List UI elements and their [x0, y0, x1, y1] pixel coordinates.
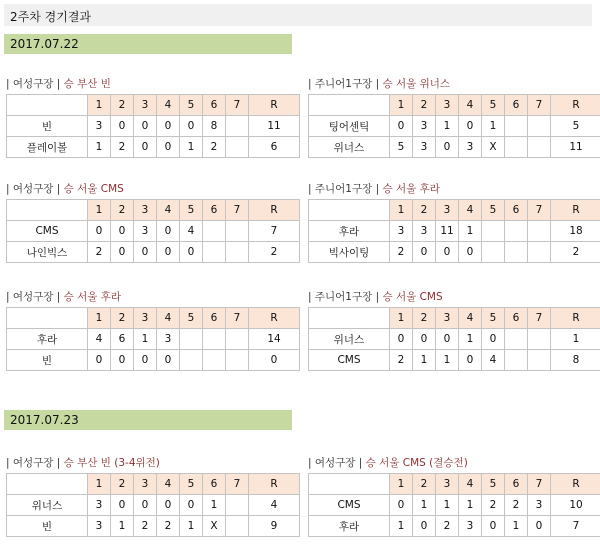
team-name: 나인빅스 — [7, 242, 88, 263]
header-inning-cell: 6 — [505, 200, 528, 221]
header-inning-cell: 4 — [459, 474, 482, 495]
scoreboard-table — [308, 473, 600, 537]
header-inning-cell: R — [249, 200, 300, 221]
scoreboard-header-row — [309, 474, 600, 495]
inning-score-cell: 1 — [505, 516, 528, 537]
inning-score-cell: 0 — [413, 516, 436, 537]
total-runs-cell: 14 — [249, 329, 300, 350]
header-inning-cell: 6 — [203, 308, 226, 329]
total-runs-cell: 4 — [249, 495, 300, 516]
result-label: 승 부산 빈 (3-4위전) — [63, 457, 160, 469]
total-runs-cell: 5 — [551, 116, 600, 137]
header-inning-cell: 7 — [226, 474, 249, 495]
team-score-row — [309, 329, 600, 350]
team-score-row — [309, 495, 600, 516]
total-runs-cell: 10 — [551, 495, 600, 516]
inning-score-cell — [226, 242, 249, 263]
inning-score-cell: X — [203, 516, 226, 537]
header-team-cell — [309, 474, 390, 495]
inning-score-cell: 1 — [436, 116, 459, 137]
inning-score-cell: 0 — [157, 221, 180, 242]
header-inning-cell: 7 — [528, 474, 551, 495]
inning-score-cell — [505, 329, 528, 350]
inning-score-cell: 4 — [180, 221, 203, 242]
inning-score-cell: 1 — [459, 329, 482, 350]
header-inning-cell: 3 — [436, 95, 459, 116]
inning-score-cell — [505, 137, 528, 158]
inning-score-cell: 3 — [157, 329, 180, 350]
header-inning-cell: R — [551, 95, 600, 116]
header-inning-cell: 2 — [111, 474, 134, 495]
team-name: 위너스 — [309, 329, 390, 350]
inning-score-cell — [226, 495, 249, 516]
inning-score-cell — [180, 329, 203, 350]
header-inning-cell: 1 — [88, 95, 111, 116]
inning-score-cell: 1 — [436, 350, 459, 371]
header-team-cell — [309, 95, 390, 116]
header-inning-cell: 2 — [111, 308, 134, 329]
inning-score-cell — [482, 242, 505, 263]
inning-score-cell: 0 — [111, 350, 134, 371]
scoreboard-header-row — [7, 474, 300, 495]
header-inning-cell: 1 — [88, 308, 111, 329]
header-inning-cell: 3 — [436, 474, 459, 495]
inning-score-cell: 6 — [111, 329, 134, 350]
header-inning-cell: 6 — [203, 474, 226, 495]
inning-score-cell: 1 — [111, 516, 134, 537]
inning-score-cell — [226, 221, 249, 242]
inning-score-cell: 0 — [390, 116, 413, 137]
inning-score-cell: 2 — [390, 242, 413, 263]
inning-score-cell: X — [482, 137, 505, 158]
inning-score-cell — [226, 137, 249, 158]
page-header — [4, 4, 592, 26]
inning-score-cell: 0 — [390, 329, 413, 350]
header-inning-cell: 7 — [226, 200, 249, 221]
inning-score-cell: 0 — [157, 116, 180, 137]
scoreboard-table — [308, 199, 600, 263]
team-name: 위너스 — [7, 495, 88, 516]
venue-label: | 여성구장 | — [6, 291, 61, 303]
total-runs-cell: 7 — [249, 221, 300, 242]
header-inning-cell: 2 — [111, 95, 134, 116]
inning-score-cell: 3 — [413, 221, 436, 242]
venue-label: | 여성구장 | — [6, 457, 61, 469]
scoreboard-table — [6, 199, 300, 263]
scoreboard-table — [308, 307, 600, 371]
venue-label: | 주니어1구장 | — [308, 183, 380, 195]
inning-score-cell: 3 — [88, 495, 111, 516]
header-inning-cell: R — [249, 474, 300, 495]
total-runs-cell: 2 — [551, 242, 600, 263]
inning-score-cell: 4 — [88, 329, 111, 350]
team-name: CMS — [309, 495, 390, 516]
result-label: 승 서울 CMS — [63, 183, 124, 195]
inning-score-cell — [528, 137, 551, 158]
game-title — [6, 289, 121, 304]
inning-score-cell: 0 — [413, 242, 436, 263]
team-score-row — [7, 137, 300, 158]
header-team-cell — [7, 474, 88, 495]
inning-score-cell: 0 — [157, 242, 180, 263]
team-score-row — [7, 116, 300, 137]
inning-score-cell: 3 — [88, 116, 111, 137]
result-label: 승 서울 위너스 — [382, 78, 451, 90]
inning-score-cell: 2 — [111, 137, 134, 158]
inning-score-cell: 2 — [505, 495, 528, 516]
header-inning-cell: 5 — [482, 474, 505, 495]
inning-score-cell — [505, 242, 528, 263]
team-name: CMS — [7, 221, 88, 242]
game-title — [6, 76, 111, 91]
header-inning-cell: 3 — [134, 200, 157, 221]
team-name: 빈 — [7, 350, 88, 371]
total-runs-cell: 2 — [249, 242, 300, 263]
result-label: 승 서울 후라 — [63, 291, 122, 303]
inning-score-cell — [528, 116, 551, 137]
team-score-row — [309, 221, 600, 242]
inning-score-cell: 0 — [436, 137, 459, 158]
team-name: 위너스 — [309, 137, 390, 158]
inning-score-cell: 1 — [134, 329, 157, 350]
inning-score-cell: 0 — [88, 350, 111, 371]
inning-score-cell — [505, 116, 528, 137]
header-inning-cell: R — [551, 308, 600, 329]
inning-score-cell: 0 — [180, 242, 203, 263]
inning-score-cell: 0 — [111, 116, 134, 137]
header-inning-cell: 5 — [180, 308, 203, 329]
total-runs-cell: 1 — [551, 329, 600, 350]
inning-score-cell: 2 — [390, 350, 413, 371]
header-inning-cell: 2 — [413, 308, 436, 329]
inning-score-cell: 0 — [436, 242, 459, 263]
header-inning-cell: 1 — [390, 308, 413, 329]
total-runs-cell: 11 — [551, 137, 600, 158]
header-inning-cell: 6 — [505, 95, 528, 116]
team-score-row — [309, 242, 600, 263]
inning-score-cell: 3 — [528, 495, 551, 516]
header-inning-cell: 3 — [134, 308, 157, 329]
inning-score-cell: 3 — [459, 516, 482, 537]
inning-score-cell: 2 — [134, 516, 157, 537]
venue-label: | 주니어1구장 | — [308, 78, 380, 90]
total-runs-cell: 8 — [551, 350, 600, 371]
inning-score-cell — [528, 329, 551, 350]
result-label: 승 서울 CMS — [382, 291, 443, 303]
inning-score-cell: 3 — [413, 116, 436, 137]
scoreboard-table — [6, 473, 300, 537]
header-inning-cell: 6 — [505, 308, 528, 329]
total-runs-cell: 18 — [551, 221, 600, 242]
inning-score-cell: 0 — [459, 242, 482, 263]
inning-score-cell: 1 — [390, 516, 413, 537]
team-name: 빅사이팅 — [309, 242, 390, 263]
header-team-cell — [7, 95, 88, 116]
date-bar — [4, 410, 292, 430]
game-title — [308, 455, 468, 470]
inning-score-cell — [226, 329, 249, 350]
header-inning-cell: 6 — [203, 200, 226, 221]
inning-score-cell: 3 — [459, 137, 482, 158]
team-score-row — [309, 350, 600, 371]
header-inning-cell: 6 — [203, 95, 226, 116]
team-name: 후라 — [7, 329, 88, 350]
inning-score-cell — [203, 242, 226, 263]
inning-score-cell: 0 — [134, 116, 157, 137]
inning-score-cell — [203, 350, 226, 371]
inning-score-cell: 2 — [203, 137, 226, 158]
header-team-cell — [309, 308, 390, 329]
team-score-row — [309, 116, 600, 137]
total-runs-cell: 6 — [249, 137, 300, 158]
inning-score-cell: 2 — [88, 242, 111, 263]
header-inning-cell: 4 — [157, 474, 180, 495]
inning-score-cell: 1 — [413, 350, 436, 371]
team-score-row — [7, 516, 300, 537]
inning-score-cell: 0 — [134, 137, 157, 158]
inning-score-cell — [226, 116, 249, 137]
header-inning-cell: 4 — [157, 95, 180, 116]
header-team-cell — [7, 308, 88, 329]
inning-score-cell: 4 — [482, 350, 505, 371]
inning-score-cell: 0 — [111, 495, 134, 516]
header-inning-cell: R — [249, 95, 300, 116]
inning-score-cell: 0 — [436, 329, 459, 350]
header-inning-cell: 4 — [157, 308, 180, 329]
scoreboard-header-row — [7, 200, 300, 221]
inning-score-cell: 0 — [482, 516, 505, 537]
inning-score-cell — [203, 329, 226, 350]
header-inning-cell: 7 — [528, 200, 551, 221]
inning-score-cell: 1 — [436, 495, 459, 516]
header-inning-cell: 5 — [482, 95, 505, 116]
header-inning-cell: 7 — [226, 308, 249, 329]
header-inning-cell: 4 — [459, 200, 482, 221]
inning-score-cell: 0 — [459, 350, 482, 371]
inning-score-cell — [180, 350, 203, 371]
team-name: 플레이볼 — [7, 137, 88, 158]
inning-score-cell: 1 — [180, 516, 203, 537]
inning-score-cell: 3 — [390, 221, 413, 242]
header-inning-cell: 3 — [436, 200, 459, 221]
team-name: 후라 — [309, 221, 390, 242]
inning-score-cell — [528, 221, 551, 242]
header-inning-cell: 4 — [157, 200, 180, 221]
inning-score-cell: 0 — [459, 116, 482, 137]
inning-score-cell: 5 — [390, 137, 413, 158]
inning-score-cell: 3 — [413, 137, 436, 158]
inning-score-cell: 0 — [134, 242, 157, 263]
header-inning-cell: 5 — [482, 200, 505, 221]
team-name: 팅어센틱 — [309, 116, 390, 137]
header-inning-cell: R — [551, 200, 600, 221]
game-title — [6, 455, 160, 470]
team-score-row — [7, 495, 300, 516]
inning-score-cell: 0 — [180, 495, 203, 516]
header-inning-cell: 5 — [180, 474, 203, 495]
inning-score-cell: 1 — [413, 495, 436, 516]
header-inning-cell: 7 — [226, 95, 249, 116]
inning-score-cell — [203, 221, 226, 242]
inning-score-cell: 1 — [203, 495, 226, 516]
header-inning-cell: 7 — [528, 95, 551, 116]
inning-score-cell: 11 — [436, 221, 459, 242]
total-runs-cell: 11 — [249, 116, 300, 137]
header-inning-cell: 1 — [88, 474, 111, 495]
inning-score-cell: 3 — [88, 516, 111, 537]
inning-score-cell: 0 — [180, 116, 203, 137]
inning-score-cell: 0 — [111, 221, 134, 242]
header-inning-cell: 7 — [528, 308, 551, 329]
header-inning-cell: 6 — [505, 474, 528, 495]
scoreboard-table — [6, 307, 300, 371]
inning-score-cell: 0 — [88, 221, 111, 242]
venue-label: | 여성구장 | — [6, 78, 61, 90]
inning-score-cell — [226, 350, 249, 371]
game-title — [308, 289, 443, 304]
inning-score-cell: 2 — [157, 516, 180, 537]
header-inning-cell: 5 — [180, 95, 203, 116]
date-label: 2017.07.22 — [10, 37, 79, 51]
inning-score-cell: 1 — [459, 495, 482, 516]
inning-score-cell: 0 — [111, 242, 134, 263]
scoreboard-header-row — [309, 95, 600, 116]
header-team-cell — [7, 200, 88, 221]
inning-score-cell: 0 — [134, 350, 157, 371]
header-inning-cell: R — [551, 474, 600, 495]
result-label: 승 서울 후라 — [382, 183, 440, 195]
inning-score-cell: 2 — [482, 495, 505, 516]
inning-score-cell — [505, 221, 528, 242]
header-inning-cell: 1 — [88, 200, 111, 221]
header-inning-cell: 2 — [413, 200, 436, 221]
header-inning-cell: 5 — [180, 200, 203, 221]
total-runs-cell: 7 — [551, 516, 600, 537]
inning-score-cell: 3 — [134, 221, 157, 242]
team-score-row — [309, 137, 600, 158]
header-inning-cell: 2 — [111, 200, 134, 221]
team-name: 빈 — [7, 516, 88, 537]
inning-score-cell — [505, 350, 528, 371]
game-title — [308, 76, 450, 91]
inning-score-cell: 1 — [180, 137, 203, 158]
venue-label: | 여성구장 | — [308, 457, 363, 469]
inning-score-cell: 0 — [390, 495, 413, 516]
inning-score-cell: 0 — [528, 516, 551, 537]
inning-score-cell: 1 — [459, 221, 482, 242]
game-title — [308, 181, 440, 196]
header-inning-cell: 4 — [459, 308, 482, 329]
inning-score-cell — [226, 516, 249, 537]
header-inning-cell: 3 — [436, 308, 459, 329]
header-inning-cell: 1 — [390, 95, 413, 116]
header-inning-cell: 3 — [134, 474, 157, 495]
venue-label: | 주니어1구장 | — [308, 291, 380, 303]
team-score-row — [7, 350, 300, 371]
date-label: 2017.07.23 — [10, 413, 79, 427]
inning-score-cell: 0 — [157, 137, 180, 158]
inning-score-cell: 0 — [134, 495, 157, 516]
inning-score-cell: 0 — [413, 329, 436, 350]
header-inning-cell: 5 — [482, 308, 505, 329]
inning-score-cell: 0 — [157, 495, 180, 516]
venue-label: | 여성구장 | — [6, 183, 61, 195]
result-label: 승 서울 CMS (결승전) — [365, 457, 468, 469]
header-inning-cell: 1 — [390, 200, 413, 221]
team-score-row — [7, 221, 300, 242]
team-name: 후라 — [309, 516, 390, 537]
inning-score-cell — [528, 242, 551, 263]
game-title — [6, 181, 124, 196]
header-team-cell — [309, 200, 390, 221]
scoreboard-header-row — [309, 200, 600, 221]
scoreboard-header-row — [309, 308, 600, 329]
total-runs-cell: 9 — [249, 516, 300, 537]
result-label: 승 부산 빈 — [63, 78, 111, 90]
inning-score-cell — [528, 350, 551, 371]
inning-score-cell: 0 — [157, 350, 180, 371]
team-name: 빈 — [7, 116, 88, 137]
header-inning-cell: 2 — [413, 474, 436, 495]
inning-score-cell: 8 — [203, 116, 226, 137]
header-inning-cell: R — [249, 308, 300, 329]
scoreboard-header-row — [7, 95, 300, 116]
header-inning-cell: 1 — [390, 474, 413, 495]
total-runs-cell: 0 — [249, 350, 300, 371]
team-name: CMS — [309, 350, 390, 371]
page-title: 2주차 경기결과 — [10, 10, 92, 24]
scoreboard-table — [308, 94, 600, 158]
date-bar — [4, 34, 292, 54]
scoreboard-header-row — [7, 308, 300, 329]
inning-score-cell: 1 — [88, 137, 111, 158]
header-inning-cell: 2 — [413, 95, 436, 116]
header-inning-cell: 4 — [459, 95, 482, 116]
header-inning-cell: 3 — [134, 95, 157, 116]
inning-score-cell: 0 — [482, 329, 505, 350]
team-score-row — [309, 516, 600, 537]
team-score-row — [7, 329, 300, 350]
inning-score-cell: 2 — [436, 516, 459, 537]
scoreboard-table — [6, 94, 300, 158]
inning-score-cell — [482, 221, 505, 242]
team-score-row — [7, 242, 300, 263]
inning-score-cell: 1 — [482, 116, 505, 137]
